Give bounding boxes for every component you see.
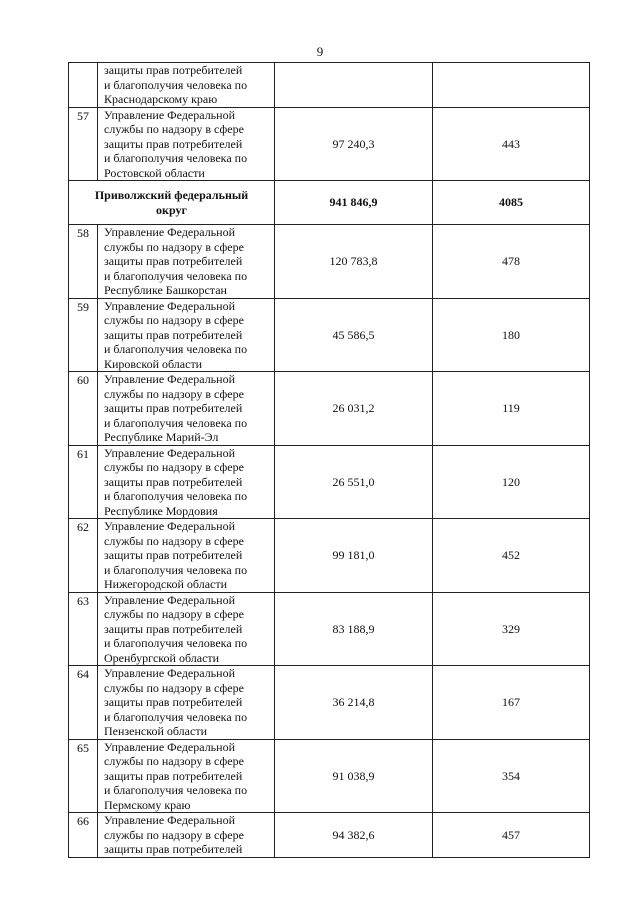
agency-name	[98, 298, 275, 372]
agency-name-line: Управление Федеральной	[104, 519, 235, 533]
continuation-row	[69, 63, 590, 108]
agency-name-line: службы по надзору в сфере	[104, 607, 244, 621]
agency-name-line: Управление Федеральной	[104, 225, 235, 239]
agency-name-line: защиты прав потребителей	[104, 63, 243, 77]
district-name-line: Приволжский федеральный	[94, 188, 249, 202]
staff-count-cell: 354	[433, 739, 590, 813]
row-number: 57	[69, 107, 98, 181]
agency-name-line: Оренбургской области	[104, 650, 220, 665]
district-amount: 941 846,9	[275, 181, 433, 225]
agency-name-line: Краснодарскому краю	[104, 92, 218, 106]
agency-name	[98, 592, 275, 666]
amount-cell	[275, 63, 433, 108]
agency-name-line: службы по надзору в сфере	[104, 239, 244, 254]
agency-name-line: защиты прав потребителей	[104, 695, 243, 709]
budget-table	[68, 62, 590, 858]
table-row	[69, 592, 590, 666]
table-row	[69, 739, 590, 813]
row-number: 65	[69, 739, 98, 813]
agency-name	[98, 107, 275, 181]
agency-name-line: и благополучия человека по	[104, 783, 248, 797]
agency-name	[98, 666, 275, 740]
agency-name-line: Республике Марий-Эл	[104, 430, 219, 444]
agency-name-line: Управление Федеральной	[104, 107, 235, 122]
agency-name-line: защиты прав потребителей	[104, 136, 243, 151]
agency-name	[98, 63, 275, 108]
agency-name-line: Нижегородской области	[104, 577, 228, 591]
amount-cell: 97 240,3	[275, 107, 433, 181]
amount-cell: 26 551,0	[275, 445, 433, 519]
row-number: 60	[69, 372, 98, 446]
table-row	[69, 372, 590, 446]
table-row	[69, 225, 590, 299]
agency-name-line: Управление Федеральной	[104, 372, 235, 386]
district-total-row	[69, 181, 590, 225]
agency-name-line: службы по надзору в сфере	[104, 827, 244, 842]
staff-count-cell: 329	[433, 592, 590, 666]
staff-count-cell: 452	[433, 519, 590, 593]
agency-name	[98, 739, 275, 813]
district-name	[69, 181, 275, 225]
table-row	[69, 445, 590, 519]
agency-name-line: защиты прав потребителей	[104, 254, 243, 268]
district-staff-count: 4085	[433, 181, 590, 225]
staff-count-cell: 457	[433, 813, 590, 858]
staff-count-cell: 180	[433, 298, 590, 372]
agency-name-line: и благополучия человека по	[104, 415, 248, 430]
amount-cell: 45 586,5	[275, 298, 433, 372]
staff-count-cell	[433, 63, 590, 108]
amount-cell: 99 181,0	[275, 519, 433, 593]
agency-name-line: Республике Мордовия	[104, 503, 218, 518]
amount-cell: 36 214,8	[275, 666, 433, 740]
amount-cell: 91 038,9	[275, 739, 433, 813]
table-row	[69, 519, 590, 593]
amount-cell: 120 783,8	[275, 225, 433, 299]
agency-name-line: службы по надзору в сфере	[104, 313, 244, 327]
agency-name-line: службы по надзору в сфере	[104, 460, 244, 474]
row-number: 62	[69, 519, 98, 593]
agency-name-line: и благополучия человека по	[104, 342, 248, 356]
agency-name	[98, 372, 275, 446]
row-number: 59	[69, 298, 98, 372]
agency-name	[98, 225, 275, 299]
page-number: 9	[316, 44, 324, 59]
agency-name-line: Управление Федеральной	[104, 592, 235, 607]
agency-name-line: службы по надзору в сфере	[104, 680, 244, 695]
agency-name-line: Управление Федеральной	[104, 666, 235, 680]
table-row	[69, 298, 590, 372]
agency-name-line: и благополучия человека по	[104, 562, 248, 577]
row-number: 58	[69, 225, 98, 299]
agency-name-line: службы по надзору в сфере	[104, 122, 244, 136]
table-body	[69, 63, 590, 858]
staff-count-cell: 443	[433, 107, 590, 181]
agency-name-line: Управление Федеральной	[104, 445, 235, 460]
staff-count-cell: 478	[433, 225, 590, 299]
row-number	[69, 63, 98, 108]
amount-cell: 94 382,6	[275, 813, 433, 858]
agency-name-line: и благополучия человека по	[104, 489, 248, 503]
agency-name-line: и благополучия человека по	[104, 151, 248, 165]
agency-name	[98, 813, 275, 858]
agency-name-line: защиты прав потребителей	[104, 548, 243, 562]
agency-name-line: Управление Федеральной	[104, 739, 235, 754]
district-name-line: округ	[156, 202, 187, 217]
agency-name-line: и благополучия человека по	[104, 268, 248, 283]
agency-name-line: Пермскому краю	[104, 797, 191, 812]
agency-name-line: и благополучия человека по	[104, 636, 248, 650]
agency-name-line: защиты прав потребителей	[104, 327, 243, 342]
agency-name-line: защиты прав потребителей	[104, 768, 243, 783]
agency-name-line: службы по надзору в сфере	[104, 533, 244, 548]
agency-name	[98, 519, 275, 593]
row-number: 61	[69, 445, 98, 519]
row-number: 64	[69, 666, 98, 740]
agency-name-line: защиты прав потребителей	[104, 621, 243, 636]
agency-name-line: Управление Федеральной	[104, 298, 235, 313]
agency-name-line: и благополучия человека по	[104, 709, 248, 724]
table-row	[69, 666, 590, 740]
agency-name	[98, 445, 275, 519]
agency-name-line: Управление Федеральной	[104, 813, 235, 827]
agency-name-line: Пензенской области	[104, 724, 207, 738]
row-number: 66	[69, 813, 98, 858]
agency-name-line: защиты прав потребителей	[104, 842, 243, 856]
amount-cell: 26 031,2	[275, 372, 433, 446]
table-row	[69, 813, 590, 858]
table-row	[69, 107, 590, 181]
staff-count-cell: 119	[433, 372, 590, 446]
agency-name-line: и благополучия человека по	[104, 77, 248, 92]
agency-name-line: Кировской области	[104, 356, 203, 371]
agency-name-line: службы по надзору в сфере	[104, 386, 244, 401]
agency-name-line: защиты прав потребителей	[104, 474, 243, 489]
agency-name-line: Республике Башкорстан	[104, 283, 227, 297]
agency-name-line: защиты прав потребителей	[104, 401, 243, 415]
amount-cell: 83 188,9	[275, 592, 433, 666]
staff-count-cell: 120	[433, 445, 590, 519]
agency-name-line: Ростовской области	[104, 165, 205, 180]
staff-count-cell: 167	[433, 666, 590, 740]
row-number: 63	[69, 592, 98, 666]
agency-name-line: службы по надзору в сфере	[104, 754, 244, 768]
